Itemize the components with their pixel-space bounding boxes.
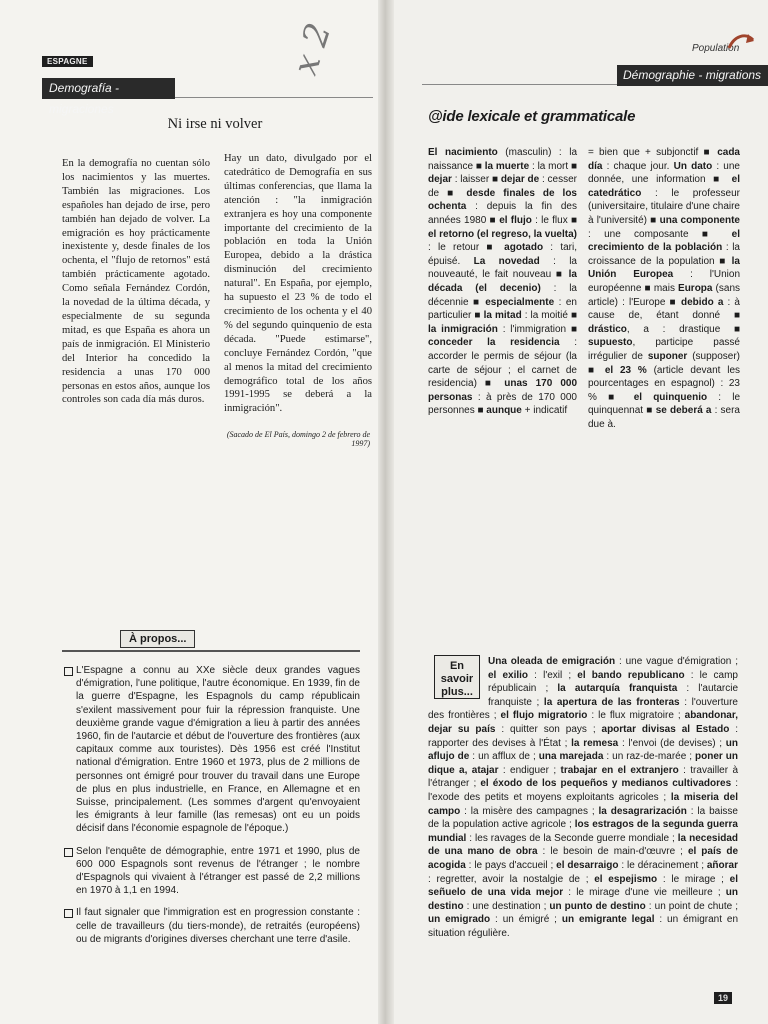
term-fr: : chaque jour.: [602, 160, 674, 172]
term-es: el exilio: [488, 669, 529, 681]
term-fr: : à cause de, étant donné ■: [588, 296, 740, 322]
term-fr: : cesser de ■: [428, 174, 578, 199]
term-fr: : en particulier ■: [428, 296, 577, 322]
term-es: el flujo: [499, 214, 532, 226]
term-es: supuesto: [588, 337, 633, 349]
term-es: un emigrado: [428, 914, 491, 926]
term-fr: : tari, épuisé.: [428, 242, 577, 267]
handwritten-note: x 2: [285, 18, 340, 80]
term-es: el quinquenio: [633, 391, 708, 403]
apropos-tab: À propos...: [120, 630, 195, 648]
page-number: 19: [714, 992, 732, 1004]
article-title: Ni irse ni volver: [167, 116, 263, 132]
article-column-2: Hay un dato, divulgado por el catedrático de Demografía en sus últimas conferencias, que llama la atención : "la inmigración extranjera es hoy una componente importante del crecimiento de la población en toda la Unión Europea, debido a la drástica disminución del crecimiento natural". En España, por ejemplo, ha supuesto el 23 % de todo el crecimiento de los ochenta y el 40 % del segundo quinquenio de esta década. "Puede estimarse", concluye Fernández Cordón, "que al menos la mitad del crecimiento demográfico total de los años 1991-1995 se deberá a la inmigración".: [224, 153, 372, 415]
term-fr: (masculin) : la naissance ■: [428, 147, 578, 172]
term-es: la miseria del campo: [428, 791, 739, 817]
term-es: el crecimiento de la población: [588, 228, 740, 254]
term-fr: : le professeur (universitaire, titulaire d'une chaire à l'université) ■: [588, 187, 740, 226]
term-fr: , a : drastique ■: [626, 323, 740, 335]
term-fr: : laisser ■: [451, 174, 501, 186]
term-es: un destino: [428, 887, 738, 912]
article-source: (Sacado de El País, domingo 2 de febrero de 1997): [226, 430, 370, 448]
term-es: la apertura de las fronteras: [543, 696, 680, 708]
term-fr: : l'immigration ■: [497, 323, 577, 335]
term-fr: : le mirage d'une vie meilleure ;: [563, 887, 726, 899]
term-es: el espejismo: [594, 873, 658, 885]
term-fr: : la décennie ■: [428, 282, 577, 308]
term-es: la muerte: [484, 160, 530, 172]
term-es: un emigrante legal: [561, 914, 655, 926]
term-es: un aflujo de: [428, 737, 739, 763]
term-es: la necesidad de una mano de obra: [428, 832, 738, 858]
apropos-list: [64, 664, 360, 955]
term-es: poner un dique a, atajar: [428, 751, 739, 776]
term-fr: + indicatif: [521, 405, 568, 417]
term-es: el éxodo de los pequeños y medianos cultivadores: [480, 778, 732, 790]
term-es: agotado: [504, 242, 544, 254]
section-banner: Demografía - migraciones: [42, 78, 175, 99]
term-es: el 23 %: [604, 364, 647, 376]
banner-rule: [175, 97, 373, 98]
term-es: la remesa: [571, 737, 619, 749]
term-es: unas 170 000 personas: [428, 378, 578, 403]
term-es: suponer: [647, 350, 688, 362]
term-es: Un dato: [673, 160, 713, 172]
term-es: la mitad: [483, 310, 522, 322]
term-es: el país de acogida: [428, 846, 739, 871]
left-page: [0, 0, 382, 1024]
term-es: especialmente: [485, 296, 555, 308]
term-fr: : la croissance de la population ■: [588, 242, 740, 267]
term-fr: : le déracinement ;: [618, 859, 707, 871]
term-fr: : un raz-de-marée ;: [603, 751, 696, 763]
term-es: El nacimiento: [428, 147, 498, 158]
term-fr: : le flux migratoire ;: [587, 710, 685, 722]
term-es: conceder la residencia: [428, 337, 560, 349]
term-fr: : l'autarcie franquiste ;: [488, 683, 739, 708]
term-fr: : une vague d'émigration ;: [615, 656, 738, 667]
term-fr: : les ravages de la Seconde guerre mondiale ;: [466, 832, 678, 844]
term-es: la década (el decenio): [428, 269, 577, 294]
term-es: Una oleada de emigración: [488, 656, 616, 667]
term-fr: = bien que + subjonctif ■: [588, 147, 718, 158]
term-es: dejar de: [500, 174, 540, 186]
term-fr: : sera due à.: [588, 405, 740, 430]
term-fr: : l'exode des petits et moyens exploitants agricoles ;: [428, 778, 738, 803]
term-fr: : endiguer ;: [498, 764, 561, 776]
term-es: abandonar, dejar su país: [428, 710, 738, 735]
term-fr: : un point de chute ;: [645, 900, 738, 912]
article-column-1: En la demografía no cuentan sólo los nacimientos y las muertes. También las migraciones. Los españoles han dejado de irse, pero también han dejado de volver. La emigración es hoy prácticamente inexistente y, desde finales de los ochenta, el "flujo de retornos" está también prácticamente agotado. Como señala Fernández Cordón, la novedad de la última década, y especialmente de su segunda mitad, es que España es ahora un país de inmigración. El Ministerio del Interior ha concedido la residencia a unas 170 000 personas en estos años, aunque los controles son cada día más duros.: [62, 158, 210, 406]
term-es: cada día: [588, 147, 740, 172]
term-es: se deberá a: [655, 405, 712, 417]
term-fr: : la baisse de la population active agricole ;: [428, 805, 738, 831]
aide-title: @ide lexicale et grammaticale: [428, 108, 636, 125]
term-fr: : le camp républicain ;: [488, 669, 738, 695]
term-fr: : un afflux de ;: [469, 751, 539, 763]
term-es: el desarraigo: [556, 859, 619, 871]
term-fr: : accorder le permis de séjour (la carte de séjour ; el carnet de residencia) ■: [428, 337, 577, 390]
term-fr: : le retour ■: [428, 242, 505, 254]
term-fr: : une donnée, une information ■: [588, 160, 740, 186]
term-fr: , participe passé irrégulier de: [588, 337, 740, 362]
term-es: drástico: [588, 323, 627, 335]
term-fr: : une composante ■: [588, 228, 732, 240]
term-fr: : quitter son pays ;: [495, 723, 602, 735]
right-banner-rule: [422, 84, 617, 85]
term-fr: : à près de 170 000 personnes ■: [428, 391, 577, 417]
term-fr: : regretter, avoir la nostalgie de ;: [428, 873, 595, 885]
term-es: el señuelo de una vida mejor: [428, 873, 738, 899]
term-fr: : le quinquennat ■: [588, 391, 741, 417]
term-fr: : la mort ■: [529, 160, 577, 172]
apropos-rule: [62, 650, 360, 652]
term-fr: : rapporter des devises à l'État ;: [428, 723, 739, 749]
apropos-item: Il faut signaler que l'immigration est en progression constante : celle de travailleurs (du tiers-monde), de retraités (européens) ou de migrants d'origines diverses cherchant une terre d'asile.: [64, 906, 360, 946]
term-fr: (sans article) : l'Europe ■: [588, 282, 741, 308]
term-es: desde finales de los ochenta: [428, 187, 577, 213]
term-fr: (article devant les pourcentages en espagnol) : 23 % ■: [588, 364, 741, 403]
vocab-column-1: [428, 146, 577, 418]
savoir-box: En savoir plus...: [434, 655, 480, 699]
book-gutter: [378, 0, 394, 1024]
term-es: una componente: [659, 214, 740, 226]
term-fr: : l'envoi (de devises) ;: [618, 737, 726, 749]
term-es: el flujo migratorio: [500, 710, 588, 722]
term-es: el catedrático: [588, 174, 740, 199]
apropos-item: Selon l'enquête de démographie, entre 1971 et 1990, plus de 600 000 Espagnols sont revenus de l'étranger ; le nombre d'Espagnols qui vivaient à l'étranger est passé de 2,2 millions en 1970 à 1,1 en 1994.: [64, 845, 360, 898]
term-es: dejar: [428, 174, 452, 186]
right-section-banner: Démographie - migrations: [617, 65, 768, 86]
term-fr: : l'ouverture des frontières ;: [428, 696, 738, 722]
term-fr: : depuis la fin des années 1980 ■: [428, 201, 577, 226]
term-es: trabajar en el extranjero: [560, 764, 679, 776]
term-es: Europa: [678, 282, 713, 294]
term-es: aunque: [486, 405, 522, 417]
term-fr: (supposer) ■: [588, 350, 740, 376]
term-es: los estragos de la segunda guerra mundial: [428, 819, 738, 844]
term-es: la autarquía franquista: [557, 683, 678, 695]
term-es: debido a: [680, 296, 724, 308]
term-fr: : le besoin de main-d'œuvre ;: [537, 846, 688, 858]
section-top-label: Population: [692, 43, 740, 54]
term-fr: : la moitié ■: [521, 310, 578, 322]
term-fr: : l'exil ;: [528, 669, 578, 681]
term-fr: : travailler à l'étranger ;: [428, 764, 739, 790]
term-es: añorar: [706, 859, 738, 871]
term-es: aportar divisas al Estado: [601, 723, 730, 735]
term-fr: : une destination ;: [463, 900, 550, 912]
term-fr: : la misère des campagnes ;: [460, 805, 599, 817]
term-es: una marejada: [538, 751, 604, 763]
apropos-item: L'Espagne a connu au XXe siècle deux grandes vagues d'émigration, l'une politique, l'autre économique. En 1939, fin de la guerre d'Espagne, les Espagnols du camp républicain s'exilent massivement pour fuir la répression franquiste. Une deuxième grande vague d'émigration a lieu à partir des années 1960, fin de l'autarcie et début de l'ouverture des frontières (aux capitaux comme aux touristes). Dès 1956 est créé l'Institut national d'émigration. Entre 1960 et 1973, plus de 2 millions de personnes ont émigré pour trouver du travail dans une Europe de plus en plus industrielle, en France, en Allemagne et en Suisse, principalement. (Les sommes d'argent qu'envoyaient les émigrants à leur famille (las remesas) ont eu un poids décisif dans l'économie espagnole de l'époque.): [64, 664, 360, 836]
term-es: un punto de destino: [549, 900, 646, 912]
curved-arrow-icon: [726, 28, 756, 58]
term-es: la desagrarización: [598, 805, 687, 817]
term-fr: : un émigrant en situation régulière.: [428, 914, 739, 939]
term-fr: : la nouveauté, le fait nouveau ■: [428, 255, 577, 281]
term-es: el retorno (el regreso, la vuelta): [428, 228, 577, 240]
term-es: el bando republicano: [577, 669, 685, 681]
term-fr: : le pays d'accueil ;: [465, 859, 557, 871]
term-es: la Unión Europea: [588, 255, 740, 281]
term-fr: : le flux ■: [531, 214, 577, 226]
term-fr: : l'Union européenne ■ mais: [588, 269, 740, 294]
term-fr: : le mirage ;: [657, 873, 730, 885]
country-tag: ESPAGNE: [42, 56, 93, 67]
term-es: la inmigración: [428, 323, 498, 335]
vocab-column-2: [588, 146, 740, 431]
term-fr: : un émigré ;: [490, 914, 562, 926]
term-es: La novedad: [473, 255, 540, 267]
